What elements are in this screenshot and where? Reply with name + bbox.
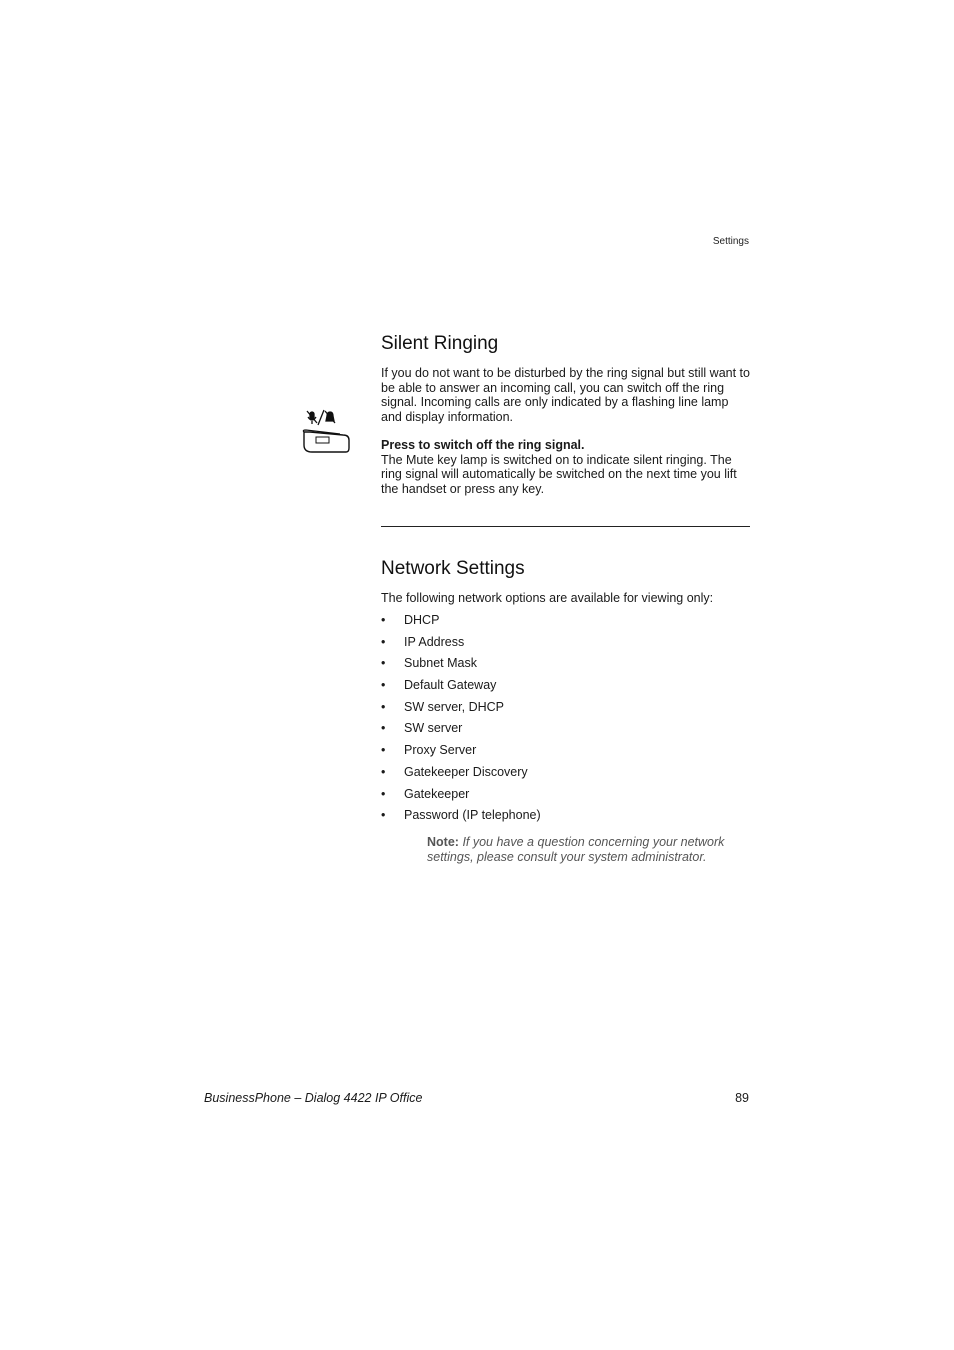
list-item: • SW server, DHCP [381, 699, 505, 714]
bullet-icon: • [381, 786, 386, 801]
silent-ringing-section [381, 333, 751, 355]
bullet-icon: • [381, 743, 386, 758]
list-item: • Proxy Server [381, 743, 477, 758]
list-item: • DHCP [381, 613, 440, 627]
bullet-icon: • [381, 678, 386, 693]
list-item: • Gatekeeper [381, 786, 470, 801]
bullet-icon: • [381, 721, 386, 736]
list-item: • Gatekeeper Discovery [381, 764, 528, 779]
network-settings-title: Network Settings [381, 558, 525, 579]
bullet-icon: • [381, 808, 386, 823]
network-settings-intro-block [381, 591, 751, 606]
network-options-list-block [381, 613, 751, 830]
network-settings-section [381, 558, 751, 580]
bullet-icon: • [381, 634, 386, 649]
silent-ringing-instruction-block [381, 438, 751, 496]
bullet-icon: • [381, 613, 386, 627]
list-item: • SW server [381, 721, 463, 736]
mute-key-icon [300, 408, 352, 456]
footer-title: BusinessPhone – Dialog 4422 IP Office [204, 1091, 423, 1105]
running-header: Settings [712, 236, 749, 247]
silent-ringing-intro-block [381, 366, 751, 424]
note-text: If you have a question concerning your network settings, please consult your system administrator. [427, 835, 725, 864]
list-item: • IP Address [381, 634, 465, 649]
silent-ringing-intro: If you do not want to be disturbed by the ring signal but still want to be able to answer an incoming call, you can switch off the ring signal. Incoming calls are only indicated by a flashing line lamp and display information. [381, 366, 750, 424]
silent-ringing-description: The Mute key lamp is switched on to indicate silent ringing. The ring signal will automatically be switched on the next time you lift the handset or press any key. [381, 452, 737, 496]
page-number: 89 [735, 1091, 749, 1105]
bullet-icon: • [381, 656, 386, 671]
silent-ringing-title: Silent Ringing [381, 333, 499, 354]
bullet-icon: • [381, 699, 386, 714]
section-divider [381, 526, 750, 527]
network-options-list [381, 613, 751, 830]
bullet-icon: • [381, 764, 386, 779]
list-item: • Password (IP telephone) [381, 808, 541, 823]
network-settings-intro: The following network options are available for viewing only: [381, 591, 714, 605]
silent-ringing-instruction: Press to switch off the ring signal. [381, 438, 585, 452]
network-settings-note [427, 835, 737, 865]
list-item: • Subnet Mask [381, 656, 477, 671]
note-label: Note: [427, 835, 459, 849]
list-item: • Default Gateway [381, 678, 497, 693]
